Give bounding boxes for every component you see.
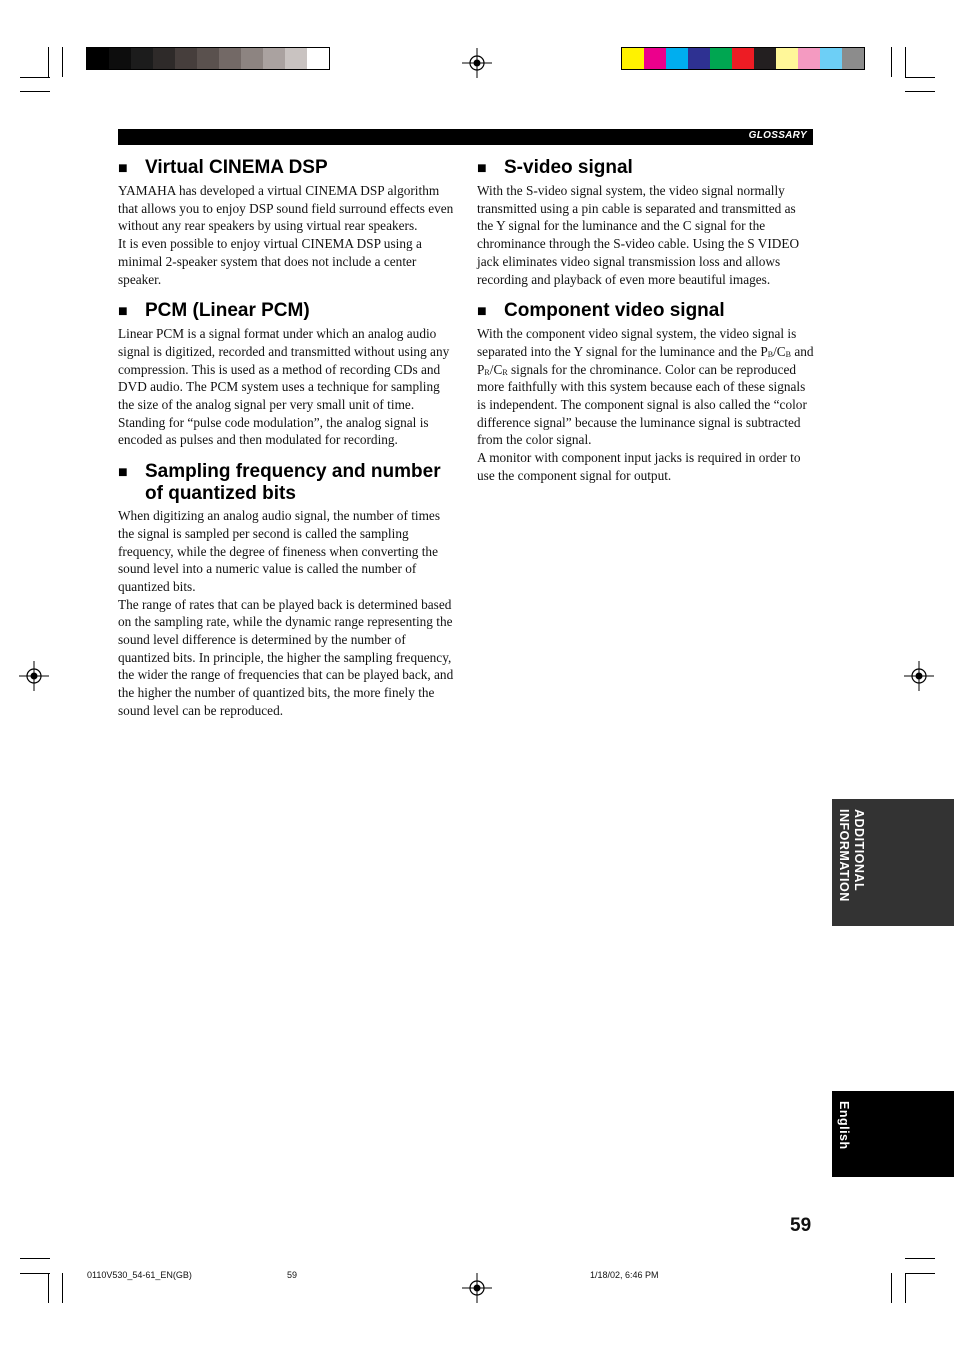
- bullet-square-icon: ■: [118, 160, 128, 177]
- color-swatch: [263, 48, 285, 69]
- registration-mark-icon: [462, 1273, 492, 1303]
- paragraph: When digitizing an analog audio signal, the number of times the signal is sampled per second is called the sampling frequency, while the degree of fineness when converting the sound level into a numeric value is called the number of quantized bits.: [118, 508, 441, 594]
- bullet-square-icon: ■: [118, 464, 128, 482]
- bullet-square-icon: ■: [477, 160, 487, 177]
- section-heading: ■ Virtual CINEMA DSP: [118, 157, 328, 178]
- color-swatch: [798, 48, 820, 69]
- paragraph: With the S-video signal system, the video signal normally transmitted using a pin cable is separated and transmitted as the Y signal for the luminance and the C signal for the chrominance through the S-video cable. Using the S VIDEO jack eliminates video signal transmission loss and allows recording and playback of even more beautiful images.: [477, 183, 800, 287]
- crop-mark: [20, 91, 50, 92]
- crop-mark: [891, 1273, 892, 1303]
- color-swatch: [307, 48, 329, 69]
- color-swatch: [666, 48, 688, 69]
- color-calibration-bar: [621, 47, 865, 70]
- crop-mark: [905, 1273, 935, 1274]
- grayscale-calibration-bar: [86, 47, 330, 70]
- paragraph: A monitor with component input jacks is required in order to use the component signal for output.: [477, 450, 801, 483]
- bullet-square-icon: ■: [118, 303, 128, 321]
- paragraph: Linear PCM is a signal format under which an analog audio signal is digitized, recorded and transmitted without using any compression. This is used as a method of recording CDs and DVD audio. The PCM system uses a technique for sampling the size of the analog signal per very small unit of time. Standing for “pulse code modulation”, the analog signal is encoded as pulses and then modulated for recording.: [118, 326, 450, 448]
- color-swatch: [87, 48, 109, 69]
- crop-mark: [891, 47, 892, 77]
- crop-mark: [20, 77, 50, 78]
- paragraph: The range of rates that can be played back is determined based on the sampling rate, while the dynamic range representing the sound level difference is determined by the number of quantized bits. In principle, the higher the sampling frequency, the wider the range of frequencies that can be played back, and the higher the number of quantized bits, the more finely the sound level can be reproduced.: [118, 596, 454, 718]
- section-heading: ■ Component video signal: [477, 300, 725, 322]
- color-swatch: [241, 48, 263, 69]
- section-component-video: [477, 300, 815, 484]
- side-tab-language: English: [832, 1091, 954, 1177]
- crop-mark: [905, 1258, 935, 1259]
- color-swatch: [776, 48, 798, 69]
- color-swatch: [710, 48, 732, 69]
- right-column: [477, 157, 815, 497]
- crop-mark: [20, 1258, 50, 1259]
- color-swatch: [175, 48, 197, 69]
- registration-mark-icon: [19, 661, 49, 691]
- color-swatch: [153, 48, 175, 69]
- color-swatch: [754, 48, 776, 69]
- page-number: 59: [790, 1215, 812, 1236]
- section-virtual-cinema-dsp: [118, 157, 456, 288]
- registration-mark-icon: [904, 661, 934, 691]
- paragraph: It is even possible to enjoy virtual CINEMA DSP using a minimal 2-speaker system that does not include a center speaker.: [118, 236, 422, 287]
- color-swatch: [644, 48, 666, 69]
- crop-mark: [48, 47, 49, 77]
- section-sampling-frequency: [118, 461, 456, 719]
- color-swatch: [285, 48, 307, 69]
- section-heading: ■ S-video signal: [477, 157, 633, 178]
- crop-mark: [905, 1273, 906, 1303]
- footer-file-name: 0110V530_54-61_EN(GB): [87, 1270, 192, 1280]
- color-swatch: [131, 48, 153, 69]
- color-swatch: [109, 48, 131, 69]
- color-swatch: [622, 48, 644, 69]
- crop-mark: [905, 91, 935, 92]
- section-heading: ■ Sampling frequency and number of quantized bits: [118, 461, 441, 505]
- color-swatch: [197, 48, 219, 69]
- crop-mark: [20, 1273, 50, 1274]
- crop-mark: [62, 1273, 63, 1303]
- left-column: [118, 157, 456, 732]
- section-pcm: [118, 300, 456, 449]
- color-swatch: [219, 48, 241, 69]
- crop-mark: [62, 47, 63, 77]
- crop-mark: [48, 1273, 49, 1303]
- paragraph: With the component video signal system, the video signal is separated into the Y signal for the luminance and the $P_B/C_B$ and $P_R/C_R$ signals for the chrominance. Color can be reproduced more faithfully with this system because each of these signals is independent. The component signal is also called the “color difference signal” because the luminance signal is subtracted from the color signal.: [477, 326, 814, 448]
- side-tab-additional-information: ADDITIONAL INFORMATION: [832, 799, 954, 926]
- footer-page: 59: [287, 1270, 298, 1280]
- footer-timestamp: 1/18/02, 6:46 PM: [590, 1270, 659, 1280]
- bullet-square-icon: ■: [477, 303, 487, 321]
- crop-mark: [905, 47, 906, 77]
- color-swatch: [688, 48, 710, 69]
- paragraph: YAMAHA has developed a virtual CINEMA DSP algorithm that allows you to enjoy DSP sound field surround effects even without any rear speakers by using virtual rear speakers.: [118, 183, 454, 234]
- registration-mark-icon: [462, 48, 492, 78]
- section-label: GLOSSARY: [748, 130, 807, 141]
- section-s-video: [477, 157, 815, 288]
- color-swatch: [732, 48, 754, 69]
- crop-mark: [905, 77, 935, 78]
- section-heading: ■ PCM (Linear PCM): [118, 300, 310, 322]
- color-swatch: [842, 48, 864, 69]
- color-swatch: [820, 48, 842, 69]
- section-header-band: [118, 129, 813, 145]
